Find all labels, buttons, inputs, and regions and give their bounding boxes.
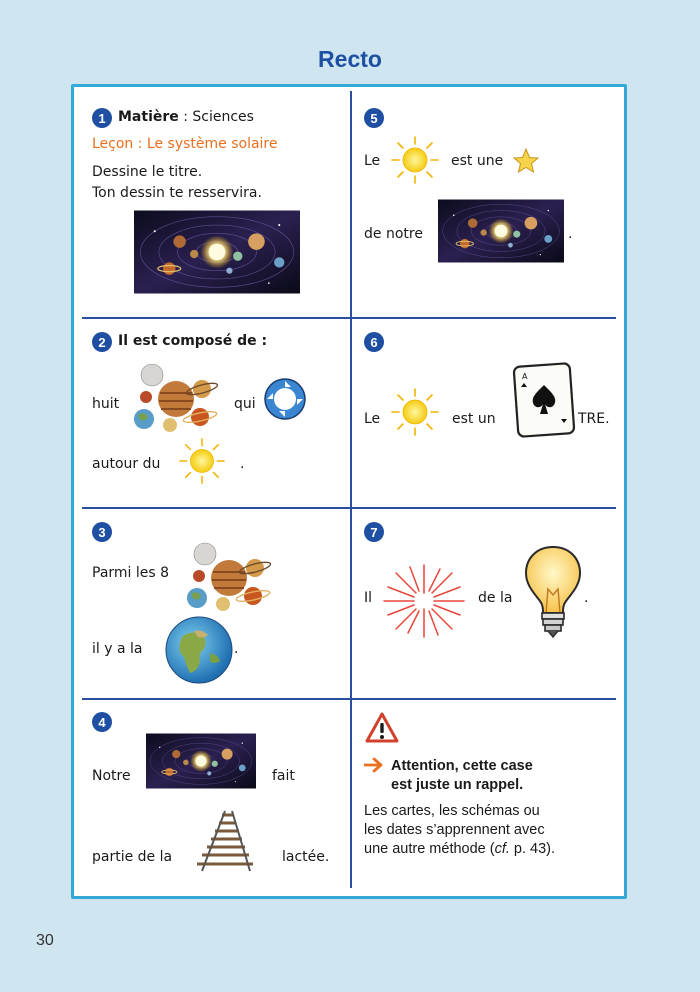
- notice-heading: [391, 757, 533, 795]
- subject-separator: :: [178, 109, 193, 125]
- notice-text-2: les dates s’apprennent avec: [364, 822, 545, 838]
- page-title: Recto: [318, 46, 382, 72]
- notice-text-3-cf: cf.: [494, 841, 510, 857]
- word-il: Il: [364, 590, 373, 606]
- notice-body: [364, 802, 555, 859]
- cell-number-badge: 6: [364, 332, 384, 352]
- solar-system-image: [146, 733, 256, 789]
- page-number: 30: [36, 932, 54, 949]
- subject-value: Sciences: [192, 109, 254, 125]
- svg-text:A: A: [522, 372, 528, 381]
- word-autour-du: autour du: [92, 456, 161, 472]
- cell-number-badge: 5: [364, 108, 384, 128]
- star-icon: [512, 147, 540, 175]
- railway-track-icon: [182, 809, 268, 873]
- notice-text-3-pre: une autre méthode (: [364, 841, 495, 857]
- line-parmi-les-8: Parmi les 8: [92, 565, 170, 581]
- word-partie-de-la: partie de la: [92, 849, 173, 865]
- solar-system-image: [134, 210, 300, 294]
- word-de-la: de la: [478, 590, 513, 606]
- word-est-une: est une: [451, 153, 504, 169]
- lesson-title: Leçon : Le système solaire: [92, 136, 278, 152]
- word-fait: fait: [272, 768, 295, 784]
- planets-icon: [182, 538, 274, 618]
- rotation-arrows-icon: [262, 376, 308, 422]
- earth-icon: [164, 615, 234, 685]
- cell-number-badge: 4: [92, 712, 112, 732]
- instruction-line-1: Dessine le titre.: [92, 164, 203, 180]
- word-lactee: lactée.: [282, 849, 330, 865]
- flashcard-grid: [71, 84, 627, 899]
- grid-divider-2: [82, 507, 616, 509]
- word-est-un: est un: [452, 411, 496, 427]
- word-huit: huit: [92, 396, 120, 412]
- grid-divider-3: [82, 698, 616, 700]
- period: .: [568, 226, 573, 242]
- word-le: Le: [364, 153, 381, 169]
- cell-number-badge: 7: [364, 522, 384, 542]
- word-tre: TRE.: [578, 411, 610, 427]
- word-de-notre: de notre: [364, 226, 423, 242]
- ace-of-spades-card-icon: [512, 361, 576, 439]
- sun-icon: [390, 387, 440, 437]
- cell-heading: Il est composé de :: [118, 333, 268, 349]
- notice-text-3: [364, 840, 555, 859]
- notice-line-2: est juste un rappel.: [391, 777, 524, 793]
- period: .: [584, 590, 589, 606]
- planets-icon: [129, 359, 221, 439]
- grid-divider-vertical: [350, 91, 352, 888]
- grid-divider-1: [82, 317, 616, 319]
- light-bulb-icon: [522, 543, 584, 639]
- notice-line-1: Attention, cette case: [391, 758, 533, 774]
- word-notre: Notre: [92, 768, 131, 784]
- arrow-right-icon: [364, 757, 384, 773]
- subject-label: Matière: [118, 109, 179, 125]
- notice-text-3-post: p. 43).: [509, 841, 556, 857]
- word-le: Le: [364, 411, 381, 427]
- cell-number-badge: 2: [92, 332, 112, 352]
- light-rays-icon: [382, 561, 466, 641]
- instruction-line-2: Ton dessin te resservira.: [92, 185, 262, 201]
- notice-text-1: Les cartes, les schémas ou: [364, 803, 540, 819]
- warning-icon: [364, 711, 400, 745]
- cell-number-badge: 3: [92, 522, 112, 542]
- sun-icon: [178, 437, 226, 485]
- word-qui: qui: [234, 396, 256, 412]
- period: .: [234, 641, 239, 657]
- subject-line: [118, 109, 254, 125]
- line-il-y-a-la: il y a la: [92, 641, 143, 657]
- sun-icon: [390, 135, 440, 185]
- period: .: [240, 456, 245, 472]
- cell-number-badge: 1: [92, 108, 112, 128]
- solar-system-image: [438, 199, 564, 263]
